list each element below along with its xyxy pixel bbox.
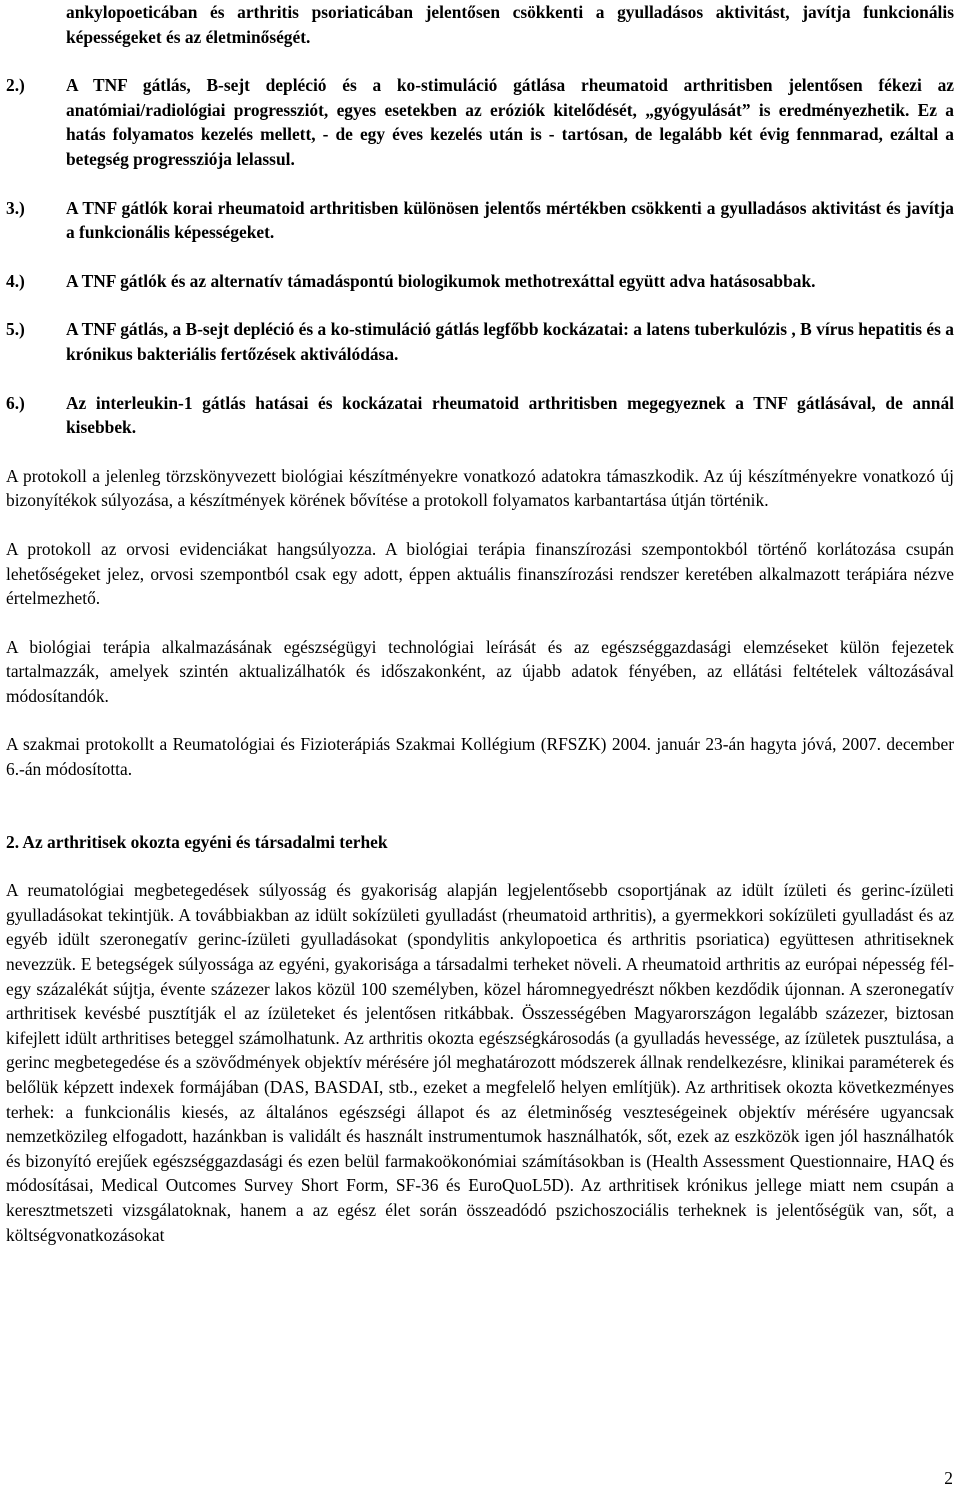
finding-rest: Ez a hatás folyamatos kezelés mellett, - de egy éves kezelés után is - tartósan, de legalább két évig fennmarad, ezáltal a betegség progressziója lelassul. [66, 99, 954, 169]
finding-text: A TNF gátlók korai rheumatoid arthritisben különösen jelentős mértékben csökkenti a gyulladásos aktivitást és javítja a funkcionális képességeket. [66, 197, 954, 243]
approval-paragraph: A szakmai protokollt a Reumatológiai és Fizioterápiás Szakmai Kollégium (RFSZK) 2004. január 23-án hagyta jóvá, 2007. december 6.-án módosította. [6, 734, 954, 780]
finding-text: A TNF gátlók és az alternatív támadáspontú biologikumok methotrexáttal együtt adva hatásosabbak. [66, 270, 816, 291]
finding-item-5 [6, 317, 954, 366]
finding-item-3 [6, 196, 954, 245]
finding-text: Az interleukin-1 gátlás hatásai és kockázatai rheumatoid arthritisben megegyeznek a TNF gátlásával, de annál kisebbek. [66, 392, 954, 438]
continued-finding-text: ankylopoeticában és arthritis psoriaticában jelentősen csökkenti a gyulladásos aktivitást, javítja funkcionális képességeket és az életminőségét. [66, 2, 954, 47]
page-content [6, 0, 954, 1247]
finding-number: 3.) [6, 197, 25, 218]
finding-item-6 [6, 391, 954, 440]
finding-item-4 [6, 269, 954, 294]
section-heading: 2. Az arthritisek okozta egyéni és társadalmi terhek [6, 831, 388, 852]
technology-paragraph: A biológiai terápia alkalmazásának egészségügyi technológiai leírását és az egészséggazdasági elemzéseket külön fejezetek tartalmazzák, amelyek szintén aktualizálhatók és időszakonként, az újabb adatok fényében, az ellátási feltételek változásával módosítandók. [6, 636, 954, 706]
finding-item-2 [6, 73, 954, 171]
evidence-paragraph: A protokoll az orvosi evidenciákat hangsúlyozza. A biológiai terápia finanszírozási szempontokból történő korlátozása csupán lehetőségeket jelez, orvosi szempontból csak egy adott, éppen aktuális finanszírozási rendszer keretében alkalmazott terápiára nézve értelmezhető. [6, 538, 954, 609]
finding-lead: A TNF gátlás, B-sejt depléció és a ko-stimuláció gátlása rheumatoid arthritisben jelentősen fékezi az anatómiai/radiológiai progressziót, egyes esetekben az eróziók kitelődését, „gyógyulását” is eredményezhetik. [66, 75, 954, 120]
finding-number: 4.) [6, 270, 25, 291]
finding-text [66, 73, 954, 171]
finding-text: A TNF gátlás, a B-sejt depléció és a ko-stimuláció gátlás legfőbb kockázatai: a latens tuberkulózis , B vírus hepatitis és a krónikus bakteriális fertőzések aktiválódása. [66, 319, 954, 364]
finding-number: 6.) [6, 392, 25, 413]
section-body: A reumatológiai megbetegedések súlyosság és gyakoriság alapján legjelentősebb csoportjának az idült ízületi és gerinc-ízületi gyulladásokat tekintjük. A továbbiakban az idült sokízületi gyulladást (rheumatoid arthritis), a gyermekkori sokízületi gyulladást és az egyéb idült szeronegatív gerinc-ízületi gyulladásokat (spondylitis ankylopoetica és arthritis psoriatica) együttesen athritiseknek nevezzük. E betegségek súlyossága az egyéni, gyakorisága a társadalmi terheket növeli. A rheumatoid arthritis az európai népesség fél-egy százalékát sújtja, évente százezer lakos közül 100 személyben, közel háromnegyedrészt nőkben kezdődik újonnan. A szeronegatív arthritisek kevésbé pusztítják el az ízületeket és jelentősen ritkábbak. Összességében Magyarországon legalább százezer, biztosan kifejlett idült arthritises beteggel számolhatunk. Az arthritis okozta egészségkárosodás (a gyulladás hevessége, az ízületek pusztulása, a gerinc megbetegedése és a szövődmények objektív mérésére jól meghatározott módszerek állnak rendelkezésre, klinikai paraméterek és belőlük képzett indexek formájában (DAS, BASDAI, stb., ezeket a megfelelő helyen említjük). Az arthritisek okozta következményes terhek: a funkcionális kiesés, az általános egészségi állapot és az életminőség veszteségeinek objektív mérésére ugyancsak nemzetközileg elfogadott, hazánkban is validált és használt instrumentumok használhatók, sőt, ezek az eszközök igen jól használhatók és bizonyító erejűek egészséggazdasági és ezen belül farmakoökonómiai számításokban is (Health Assessment Questionnaire, HAQ és módosításai, Medical Outcomes Survey Short Form, SF-36 és EuroQuoL5D). Az arthritisek krónikus jellege miatt nem csupán a keresztmetszeti vizsgálatoknak, hanem a az egész élet során összeadódó pszichoszociális terheknek is jelentőségük van, sőt, a költségvonatkozásokat [6, 880, 954, 1245]
protocol-paragraph: A protokoll a jelenleg törzskönyvezett biológiai készítményekre vonatkozó adatokra támaszkodik. Az új készítményekre vonatkozó új bizonyítékok súlyozása, a készítmények körének bővítése a protokoll folyamatos karbantartása útján történik. [6, 465, 954, 511]
page-number: 2 [944, 1468, 953, 1488]
finding-number: 2.) [6, 75, 25, 96]
finding-number: 5.) [6, 319, 25, 340]
